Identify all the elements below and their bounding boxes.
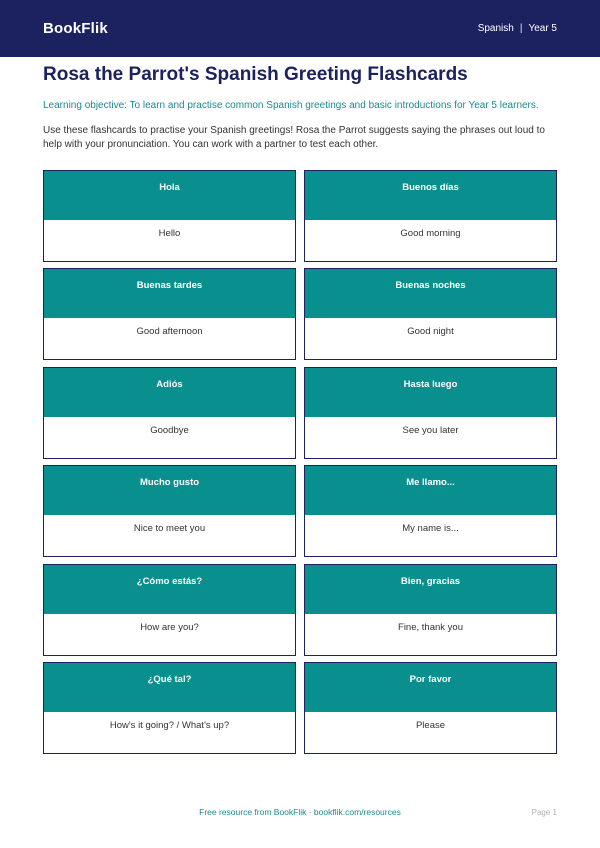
card-back: Fine, thank you [305, 614, 556, 655]
card-back: How's it going? / What's up? [44, 712, 295, 753]
card-front: Buenas tardes [44, 269, 295, 318]
flashcard[interactable] [304, 465, 557, 557]
flashcard[interactable] [43, 465, 296, 557]
card-front: Por favor [305, 663, 556, 712]
card-back: Hello [44, 220, 295, 261]
learning-objective: Learning objective: To learn and practise common Spanish greetings and basic introductions for Year 5 learners. [43, 100, 539, 111]
card-front: Buenos días [305, 171, 556, 220]
card-front: Mucho gusto [44, 466, 295, 515]
card-front: ¿Cómo estás? [44, 565, 295, 614]
card-back: Good afternoon [44, 318, 295, 359]
card-back: Good night [305, 318, 556, 359]
year-label: Year 5 [528, 23, 557, 34]
breadcrumb [478, 23, 557, 34]
flashcard[interactable] [43, 170, 296, 262]
flashcard[interactable] [304, 367, 557, 459]
breadcrumb-separator: | [519, 23, 523, 34]
card-front: Hola [44, 171, 295, 220]
page-number: Page 1 [531, 808, 557, 817]
flashcard[interactable] [43, 564, 296, 656]
card-back: My name is... [305, 515, 556, 556]
card-front: Me llamo... [305, 466, 556, 515]
footer-credit[interactable]: Free resource from BookFlik · bookflik.com/resources [199, 807, 401, 817]
card-front: Bien, gracias [305, 565, 556, 614]
flashcard[interactable] [304, 662, 557, 754]
card-back: Goodbye [44, 417, 295, 458]
page-title: Rosa the Parrot's Spanish Greeting Flashcards [43, 64, 468, 85]
card-front: ¿Qué tal? [44, 663, 295, 712]
card-back: Nice to meet you [44, 515, 295, 556]
card-back: How are you? [44, 614, 295, 655]
card-back: Please [305, 712, 556, 753]
flashcard[interactable] [304, 564, 557, 656]
flashcard[interactable] [43, 662, 296, 754]
card-front: Hasta luego [305, 368, 556, 417]
card-back: Good morning [305, 220, 556, 261]
flashcard[interactable] [304, 170, 557, 262]
flashcard[interactable] [43, 268, 296, 360]
card-front: Adiós [44, 368, 295, 417]
brand-logo[interactable]: BookFlik [43, 20, 108, 37]
card-front: Buenas noches [305, 269, 556, 318]
header-bar [0, 0, 600, 57]
subject-label: Spanish [477, 23, 514, 34]
flashcard-grid [43, 170, 557, 760]
intro-text: Use these flashcards to practise your Spanish greetings! Rosa the Parrot suggests saying the phrases out loud to help with your pronunciation. You can work with a partner to test each other. [43, 125, 545, 150]
card-back: See you later [305, 417, 556, 458]
flashcard[interactable] [43, 367, 296, 459]
flashcard[interactable] [304, 268, 557, 360]
